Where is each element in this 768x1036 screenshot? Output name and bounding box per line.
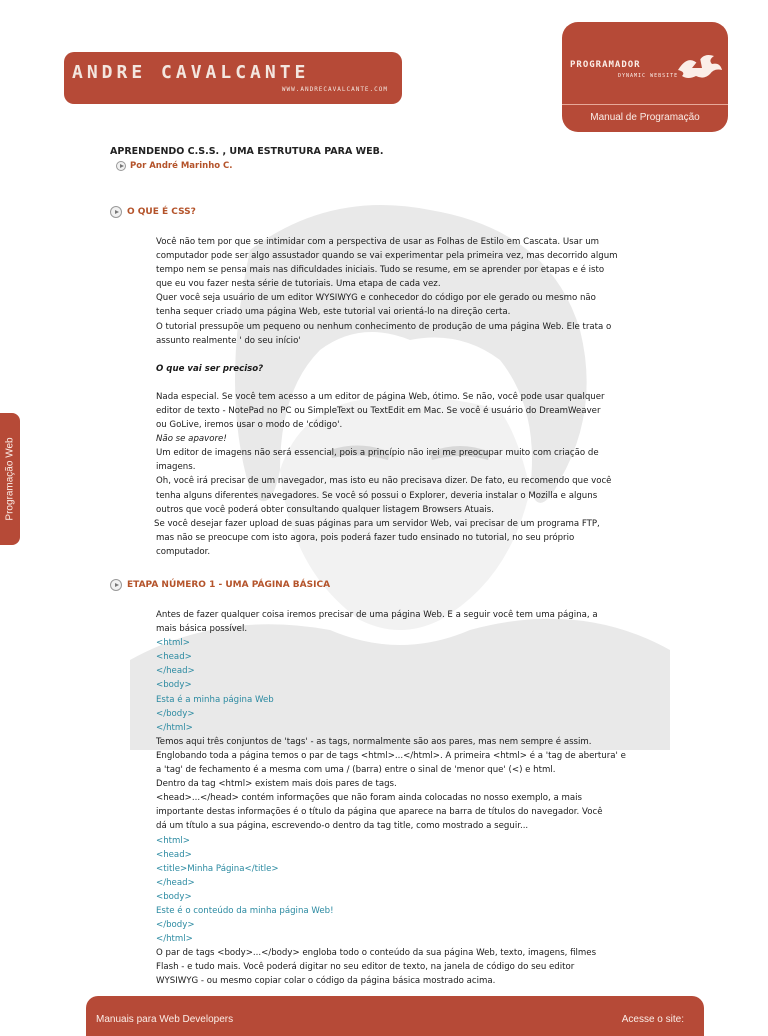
text-line: ou GoLive, iremos usar o modo de 'código'. xyxy=(156,420,343,431)
text-line: que eu vou fazer nesta série de tutoriais. Uma etapa de cada vez. xyxy=(156,279,441,290)
code-line: </html> xyxy=(156,722,193,733)
text-line: Oh, você irá precisar de um navegador, mas isto eu não precisava dizer. De fato, eu recomendo que você xyxy=(156,476,612,487)
text-line: Englobando toda a página temos o par de tags <html>...</html>. A primeira <html> é a 'tag de abertura' e xyxy=(156,750,626,761)
code-line: <html> xyxy=(156,638,190,649)
text-line: computador pode ser algo assustador quando se vai experimentar pela primeira vez, mas decorrido algum xyxy=(156,251,618,262)
arrow-bullet-icon xyxy=(110,206,122,218)
text-line: tenha alguns diferentes navegadores. Se você só possui o Explorer, deveria instalar o Mozilla e alguns xyxy=(156,490,598,501)
page-footer xyxy=(86,996,704,1036)
text-line: Dentro da tag <html> existem mais dois pares de tags. xyxy=(156,779,397,790)
text-line: importante destas informações é o título da página que aparece na barra de títulos do navegador. Você xyxy=(156,807,603,818)
dragon-icon xyxy=(674,50,724,84)
code-line: <head> xyxy=(156,652,192,663)
code-line: <head> xyxy=(156,849,192,860)
badge-title: PROGRAMADOR xyxy=(570,60,641,70)
code-line: </head> xyxy=(156,666,195,677)
badge-divider xyxy=(562,104,728,105)
text-line: Você não tem por que se intimidar com a perspectiva de usar as Folhas de Estilo em Cascata. Usar um xyxy=(156,237,600,247)
byline-text: Por André Marinho C. xyxy=(130,161,233,171)
section2-body xyxy=(156,608,656,989)
text-line: <head>...</head> contém informações que não foram ainda colocadas no nosso exemplo, a mais xyxy=(156,793,583,804)
code-line: </body> xyxy=(156,920,195,931)
text-line: O tutorial pressupõe um pequeno ou nenhum conhecimento de produção de uma página Web. Ele trata o xyxy=(156,321,612,332)
brand-banner xyxy=(64,52,402,104)
text-line: tenha sequer criado uma página Web, este tutorial vai orientá-lo na direção certa. xyxy=(156,307,511,318)
footer-site-link[interactable]: Acesse o site: xyxy=(621,1014,684,1025)
code-line: <body> xyxy=(156,891,192,902)
text-line: dá um título a sua página, escrevendo-o dentro da tag title, como mostrado a seguir... xyxy=(156,821,529,832)
text-line: Nada especial. Se você tem acesso a um editor de página Web, ótimo. Se não, você pode usar qualquer xyxy=(156,391,605,402)
byline xyxy=(116,161,233,171)
code-line: Este é o conteúdo da minha página Web! xyxy=(156,905,334,916)
text-line: tempo nem se pensa mais nas dificuldades iniciais. Tudo se resume, em se aprender por etapas e é isto xyxy=(156,265,605,276)
text-line: a 'tag' de fechamento é a mesma com uma / (barra) entre o sinal de 'menor que' (<) e html. xyxy=(156,765,556,776)
document-title: APRENDENDO C.S.S. , UMA ESTRUTURA PARA WEB. xyxy=(110,146,384,157)
section-heading-css xyxy=(110,206,196,218)
code-line: <title>Minha Página</title> xyxy=(156,863,279,874)
text-line: Se você desejar fazer upload de suas páginas para um servidor Web, vai precisar de um programa FTP, xyxy=(154,518,600,529)
section1-body xyxy=(156,235,656,559)
code-line: <html> xyxy=(156,835,190,846)
brand-url: WWW.ANDRECAVALCANTE.COM xyxy=(281,86,388,93)
badge-footer: Manual de Programação xyxy=(590,112,700,123)
dont-panic-text: Não se apavore! xyxy=(156,434,227,445)
arrow-bullet-icon xyxy=(116,161,126,171)
arrow-bullet-icon xyxy=(110,579,122,591)
text-line: Temos aqui três conjuntos de 'tags' - as tags, normalmente são aos pares, mas nem sempre é assim. xyxy=(156,736,592,747)
text-line: outros que você poderá obter consultando qualquer listagem Browsers Atuais. xyxy=(156,504,494,515)
code-line: </body> xyxy=(156,708,195,719)
programmer-badge xyxy=(562,22,728,132)
text-line: Flash - e tudo mais. Você poderá digitar no seu editor de texto, na janela de código do seu editor xyxy=(156,962,575,973)
code-line: </head> xyxy=(156,877,195,888)
text-line: Antes de fazer qualquer coisa iremos precisar de uma página Web. E a seguir você tem uma página, a xyxy=(156,610,598,620)
code-line: </html> xyxy=(156,934,193,945)
section-title: ETAPA NÚMERO 1 - UMA PÁGINA BÁSICA xyxy=(127,580,331,590)
side-tab xyxy=(0,413,20,545)
text-line: mas não se preocupe com isto agora, pois poderá fazer tudo ensinado no tutorial, no seu próprio xyxy=(156,532,575,543)
text-line: assunto realmente ' do seu início' xyxy=(156,335,301,346)
text-line: WYSIWYG - ou mesmo copiar colar o código da página básica mostrado acima. xyxy=(156,976,496,987)
brand-name: ANDRE CAVALCANTE xyxy=(72,62,310,83)
badge-subtitle: DYNAMIC WEBSITE xyxy=(618,73,679,79)
text-line: editor de texto - NotePad no PC ou SimpleText ou TextEdit em Mac. Se você é usuário do DreamWeaver xyxy=(156,405,601,416)
code-line: Esta é a minha página Web xyxy=(156,694,274,705)
question-heading: O que vai ser preciso? xyxy=(156,363,264,374)
side-tab-label: Programação Web xyxy=(4,437,16,521)
section-title: O QUE É CSS? xyxy=(127,207,196,217)
text-line: imagens. xyxy=(156,462,196,473)
text-line: Quer você seja usuário de um editor WYSIWYG e conhecedor do código por ele gerado ou mesmo não xyxy=(156,293,596,304)
text-line: Um editor de imagens não será essencial, pois a princípio não irei me preocupar muito com criação de xyxy=(156,448,599,459)
section-heading-step1 xyxy=(110,579,330,591)
code-line: <body> xyxy=(156,680,192,691)
text-line: mais básica possível. xyxy=(156,624,248,635)
footer-left-text: Manuais para Web Developers xyxy=(96,1014,234,1025)
text-line: computador. xyxy=(156,546,211,557)
text-line: O par de tags <body>...</body> engloba todo o conteúdo da sua página Web, texto, imagens, filmes xyxy=(156,948,597,959)
